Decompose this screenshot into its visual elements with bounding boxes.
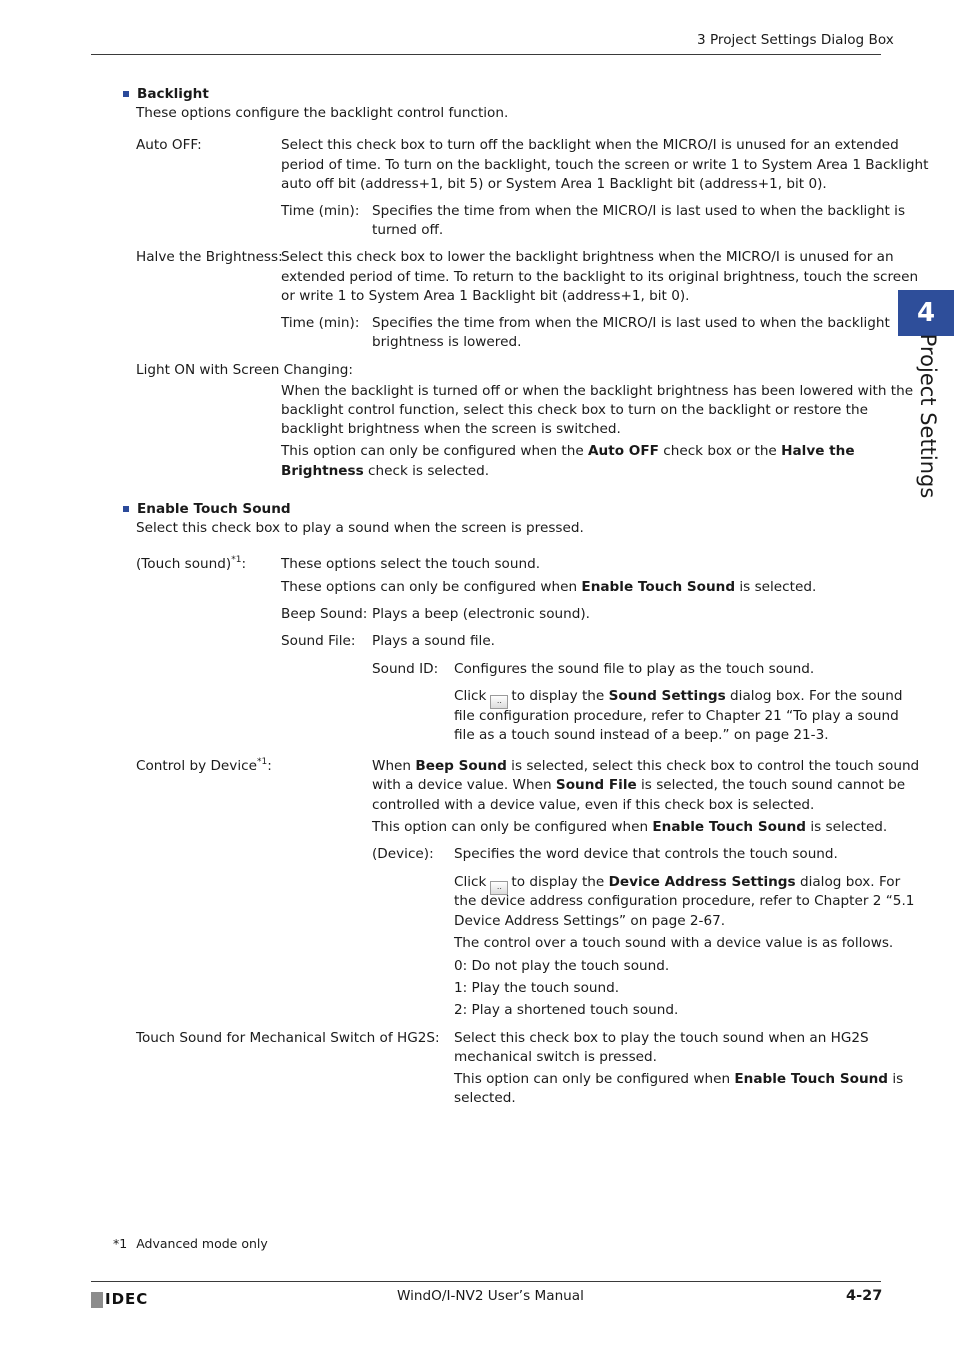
manual-title: WindO/I-NV2 User’s Manual	[397, 1288, 584, 1304]
device-address-instruction: Click .. to display the Device Address Settings dialog box. For	[454, 873, 900, 895]
light-on-desc-line: backlight control function, select this check box to turn on the backlight or restore the	[281, 402, 868, 418]
beep-sound-label: Beep Sound:	[281, 606, 368, 622]
light-on-note: Brightness check is selected.	[281, 463, 490, 479]
hg2s-desc-line: mechanical switch is pressed.	[454, 1049, 657, 1065]
running-header: 3 Project Settings Dialog Box	[697, 32, 894, 48]
auto-off-time-desc: turned off.	[372, 222, 444, 238]
chapter-title-vertical: Project Settings	[916, 333, 940, 499]
light-on-desc-line: When the backlight is turned off or when the backlight brightness has been lowered with the	[281, 383, 914, 399]
light-on-note: This option can only be configured when the Auto OFF check box or the Halve the	[281, 443, 855, 459]
browse-button-icon[interactable]: ..	[490, 881, 508, 895]
light-on-desc-line: backlight brightness when the screen is switched.	[281, 421, 621, 437]
touch-intro: Select this check box to play a sound when the screen is pressed.	[136, 520, 584, 536]
hg2s-note: This option can only be configured when Enable Touch Sound is	[454, 1071, 904, 1087]
halve-desc-line: Select this check box to lower the backlight brightness when the MICRO/I is unused for an	[281, 249, 894, 265]
control-value-item: 0: Do not play the touch sound.	[454, 958, 670, 974]
hg2s-label: Touch Sound for Mechanical Switch of HG2S:	[136, 1030, 440, 1046]
sound-id-label: Sound ID:	[372, 661, 439, 677]
section-heading-backlight: Backlight	[123, 85, 209, 104]
header-rule	[91, 54, 881, 55]
logo-mark-icon	[91, 1292, 103, 1308]
sound-settings-instruction-line: file configuration procedure, refer to Chapter 21 “To play a sound	[454, 708, 899, 724]
touch-sound-note: These options can only be configured when Enable Touch Sound is selected.	[281, 579, 817, 595]
control-desc-line: When Beep Sound is selected, select this check box to control the touch sound	[372, 758, 920, 774]
auto-off-desc-line: Select this check box to turn off the backlight when the MICRO/I is unused for an extended	[281, 137, 899, 153]
auto-off-time-desc: Specifies the time from when the MICRO/I is last used to when the backlight is	[372, 203, 906, 219]
control-by-device-label: Control by Device$^{*1}$:	[136, 757, 272, 774]
halve-brightness-label: Halve the Brightness:	[136, 249, 283, 265]
control-note: This option can only be configured when Enable Touch Sound is selected.	[372, 819, 888, 835]
halve-time-desc: Specifies the time from when the MICRO/I is last used to when the backlight	[372, 315, 890, 331]
halve-desc-line: or write 1 to System Area 1 Backlight bit (address+1, bit 0).	[281, 288, 690, 304]
light-on-label: Light ON with Screen Changing:	[136, 362, 353, 378]
control-desc-line: with a device value. When Sound File is selected, the touch sound cannot be	[372, 777, 906, 793]
halve-desc-line: extended period of time. To return to the backlight to its original brightness, touch the screen	[281, 269, 919, 285]
footer-rule	[91, 1281, 881, 1282]
logo-text: IDEC	[105, 1290, 149, 1308]
sound-file-label: Sound File:	[281, 633, 356, 649]
touch-sound-label: (Touch sound)$^{*1}$:	[136, 555, 247, 572]
halve-time-label: Time (min):	[281, 315, 360, 331]
device-address-instruction-line: the device address configuration procedure, refer to Chapter 2 “5.1	[454, 893, 915, 909]
sound-settings-instruction-line: file as a touch sound instead of a beep.” on page 21-3.	[454, 727, 829, 743]
auto-off-desc-line: period of time. To turn on the backlight, touch the screen or write 1 to System Area 1 Backlight	[281, 157, 929, 173]
square-bullet-icon	[123, 506, 129, 512]
control-value-item: 1: Play the touch sound.	[454, 980, 620, 996]
device-label: (Device):	[372, 846, 434, 862]
sound-file-desc: Plays a sound file.	[372, 633, 496, 649]
halve-time-desc: brightness is lowered.	[372, 334, 522, 350]
device-address-instruction-line: Device Address Settings” on page 2-67.	[454, 913, 726, 929]
beep-sound-desc: Plays a beep (electronic sound).	[372, 606, 590, 622]
chapter-tab: 4	[898, 290, 954, 336]
auto-off-label: Auto OFF:	[136, 137, 202, 153]
hg2s-note-line: selected.	[454, 1090, 516, 1106]
page-number: 4-27	[846, 1288, 883, 1304]
hg2s-desc-line: Select this check box to play the touch sound when an HG2S	[454, 1030, 869, 1046]
section-heading-touch-sound: Enable Touch Sound	[123, 500, 291, 519]
control-value-item: 2: Play a shortened touch sound.	[454, 1002, 679, 1018]
control-values-intro: The control over a touch sound with a device value is as follows.	[454, 935, 894, 951]
touch-sound-desc: These options select the touch sound.	[281, 556, 541, 572]
auto-off-time-label: Time (min):	[281, 203, 360, 219]
control-desc-line: controlled with a device value, even if this check box is selected.	[372, 797, 815, 813]
sound-id-desc: Configures the sound file to play as the touch sound.	[454, 661, 815, 677]
auto-off-desc-line: auto off bit (address+1, bit 5) or System Area 1 Backlight bit (address+1, bit 0).	[281, 176, 827, 192]
browse-button-icon[interactable]: ..	[490, 695, 508, 709]
backlight-intro: These options configure the backlight control function.	[136, 105, 509, 121]
footnote: *1 Advanced mode only	[113, 1236, 268, 1251]
device-desc: Specifies the word device that controls the touch sound.	[454, 846, 838, 862]
square-bullet-icon	[123, 91, 129, 97]
sound-settings-instruction: Click .. to display the Sound Settings dialog box. For the sound	[454, 687, 902, 709]
